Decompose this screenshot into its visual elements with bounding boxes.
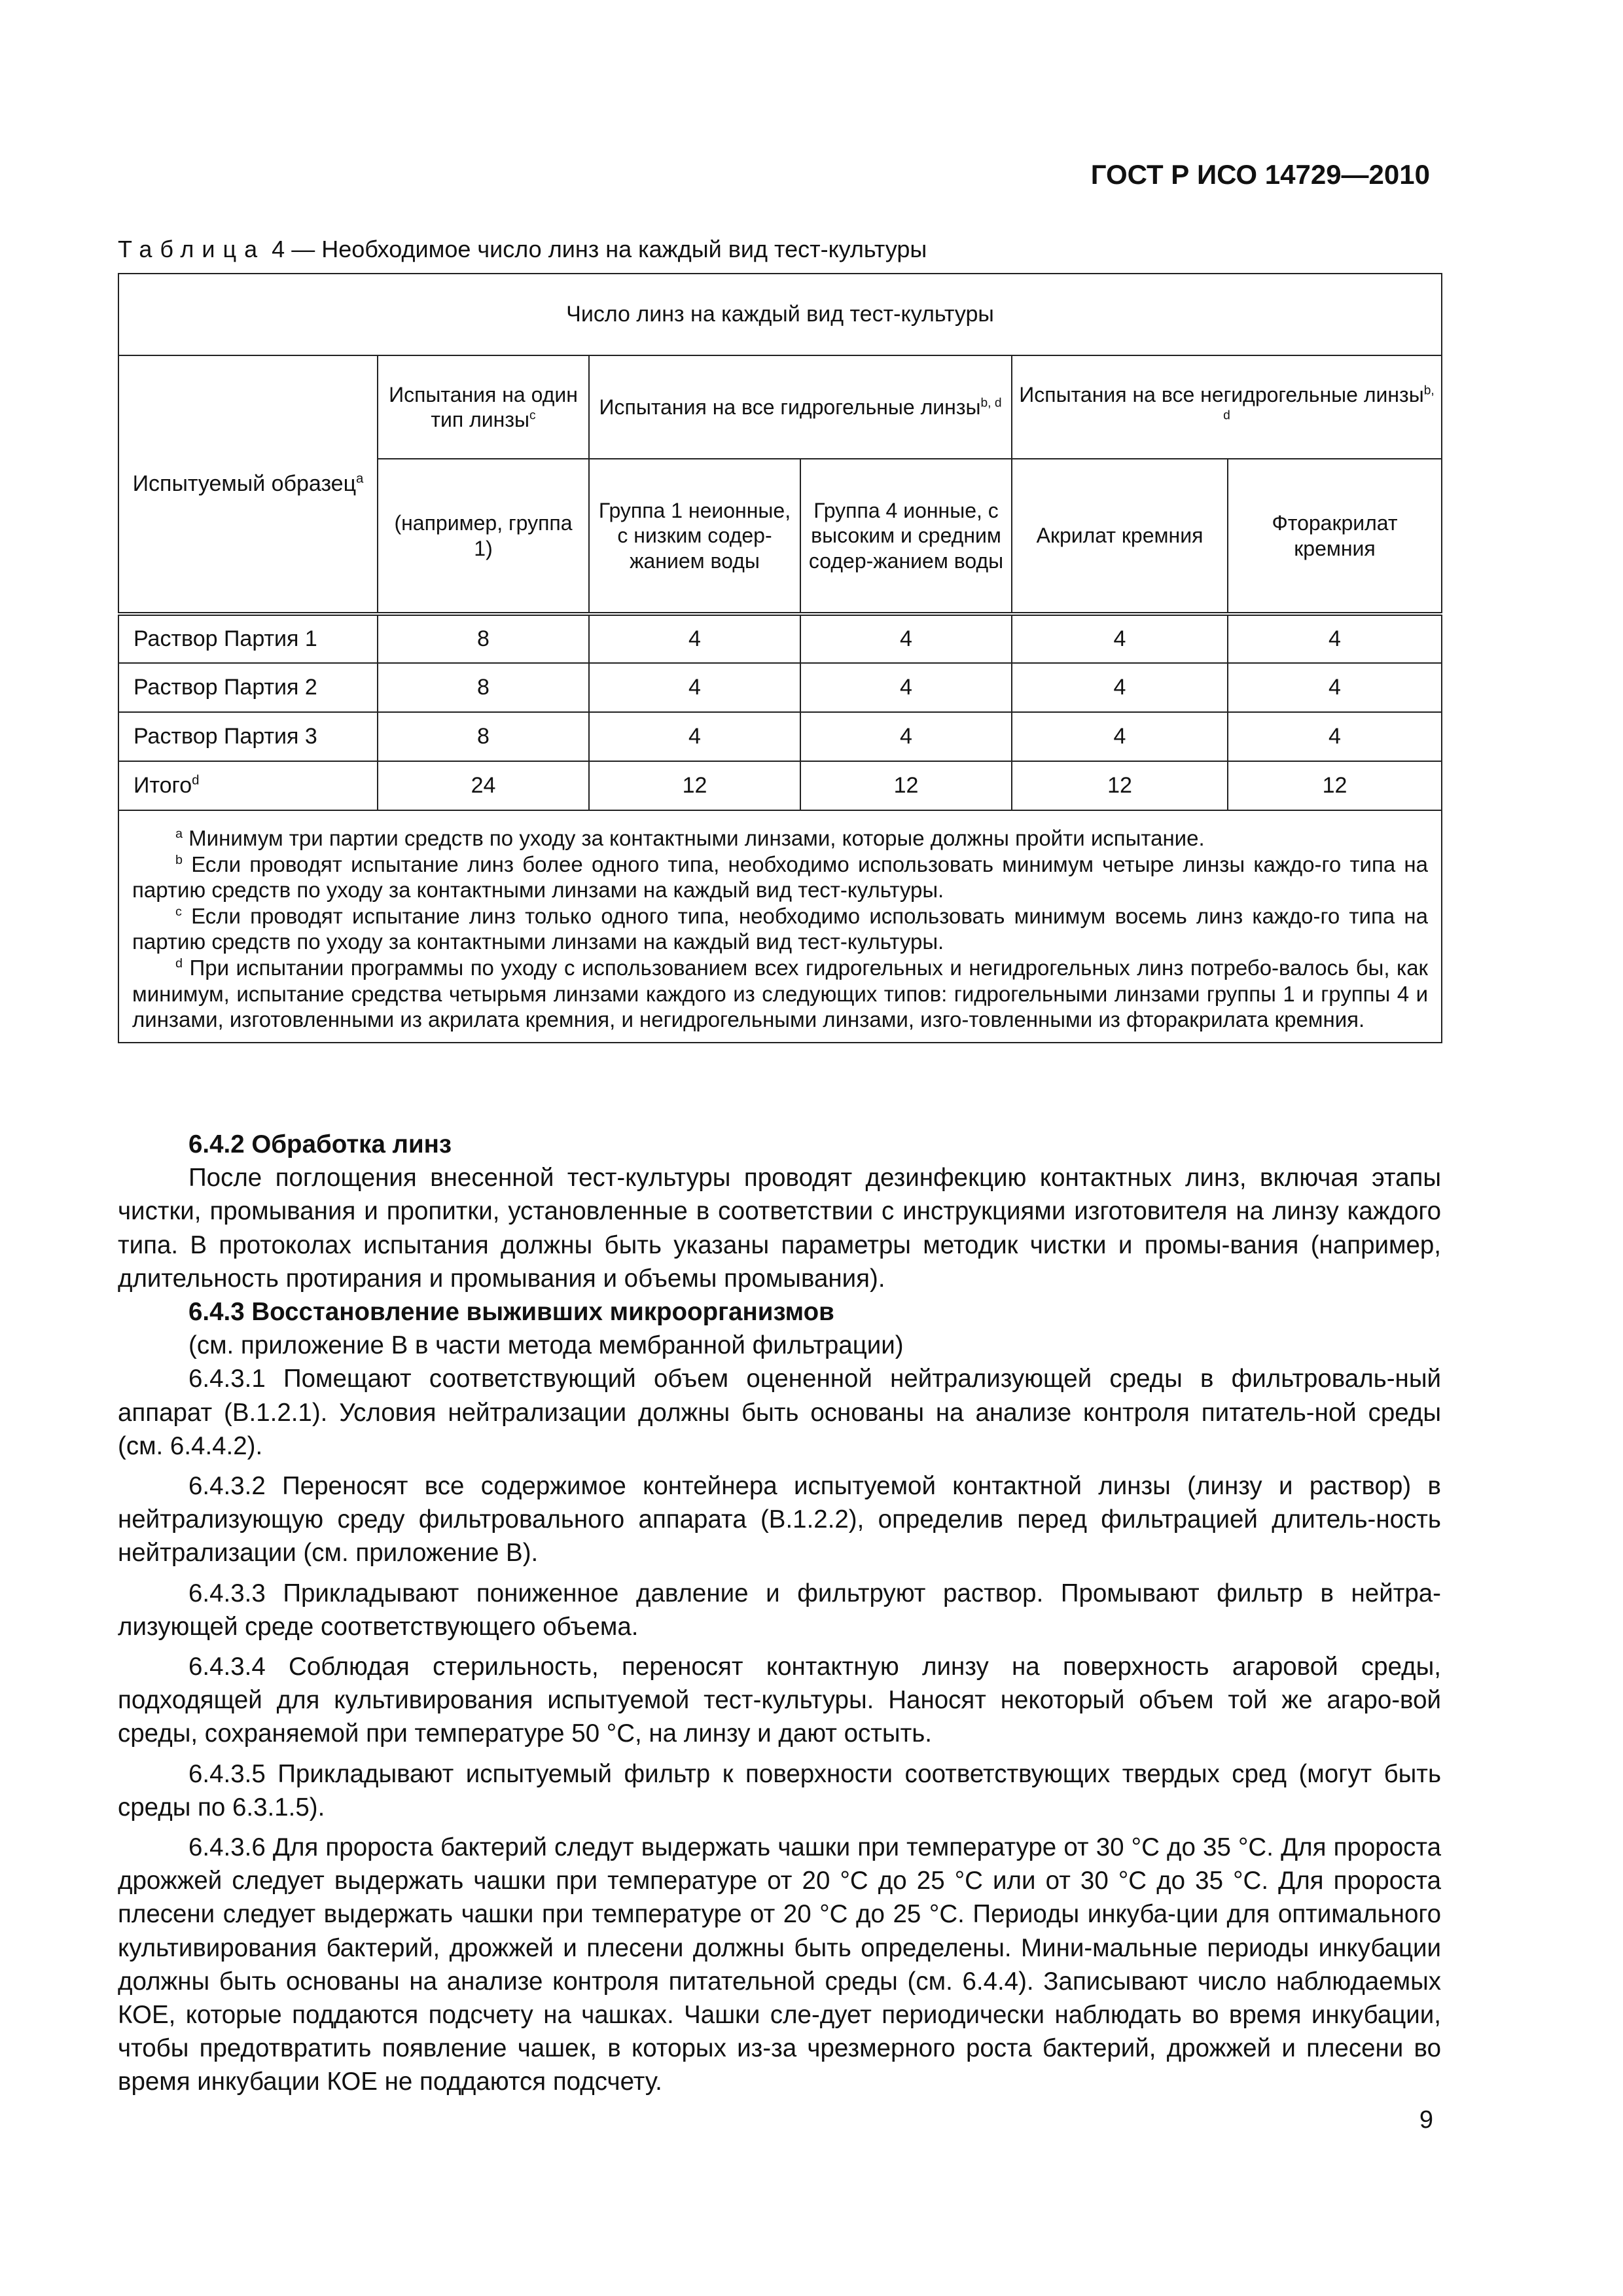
- table-cell: 12: [800, 761, 1012, 810]
- table-cell: 4: [589, 663, 800, 712]
- table-cell: 8: [378, 663, 589, 712]
- table-cell: 4: [1012, 663, 1228, 712]
- table-row: [118, 614, 1442, 663]
- table-footnotes: [118, 810, 1442, 1043]
- group-nonhydrogel-text: Испытания на все негидрогельные линзы: [1019, 382, 1424, 406]
- table-caption-prefix: Таблица: [118, 236, 266, 262]
- table-cell: 4: [800, 614, 1012, 663]
- subheader-group-4: Группа 4 ионные, с высоким и средним содер-жанием воды: [800, 459, 1012, 614]
- table-cell: 12: [1012, 761, 1228, 810]
- table-cell: 4: [800, 712, 1012, 761]
- table-cell: 4: [1228, 712, 1442, 761]
- table-cell: 4: [1228, 614, 1442, 663]
- row-header-text: Испытуемый образец: [132, 471, 357, 497]
- group-nonhydrogel-sup: b, d: [1223, 383, 1435, 423]
- table-cell: 4: [589, 712, 800, 761]
- footnote: [132, 825, 1428, 852]
- footnote-text: При испытании программы по уходу с использованием всех гидрогельных и негидрогельных линз потребо-валось бы, как минимум, испытание средства четырьмя линзами каждого из следующих типов: гидрогельными линзами группы 1 и группы 4 и линзами, изготовленными из акрилата кремния, и негидрогельными линзами, изго-товленными из фторакрилата кремния.: [132, 955, 1428, 1032]
- table-cell: 4: [1012, 712, 1228, 761]
- table-row: [118, 663, 1442, 712]
- table-cell: 24: [378, 761, 589, 810]
- footnote-text: Если проводят испытание линз только одного типа, необходимо использовать минимум восемь линз каждо-го типа на партию средств по уходу за контактными линзами на каждый вид тест-культуры.: [132, 903, 1428, 954]
- table-cell: 8: [378, 712, 589, 761]
- table-caption-title: 4 — Необходимое число линз на каждый вид тест-культуры: [272, 236, 927, 262]
- footnote: [132, 955, 1428, 1033]
- group-nonhydrogel-header: [1012, 355, 1442, 459]
- row-header-cell: [118, 355, 378, 614]
- subheader-group-1: Группа 1 неионные, с низким содер-жанием воды: [589, 459, 800, 614]
- table-cell: 8: [378, 614, 589, 663]
- group-hydrogel-text: Испытания на все гидрогельные линзы: [599, 395, 981, 419]
- footnote: [132, 852, 1428, 903]
- paragraph: (см. приложение В в части метода мембранной фильтрации): [188, 1331, 904, 1360]
- footnote-mark: b: [175, 852, 183, 867]
- subheader-silicone-acrylate: Акрилат кремния: [1012, 459, 1228, 614]
- section-heading-6-4-2: 6.4.2 Обработка линз: [188, 1130, 452, 1158]
- footnote-text: Минимум три партии средств по уходу за контактными линзами, которые должны пройти испытание.: [183, 826, 1205, 850]
- table-cell: 4: [800, 663, 1012, 712]
- table-caption: [118, 236, 927, 263]
- group-hydrogel-sup: b, d: [980, 396, 1002, 410]
- table-cell: 4: [1228, 663, 1442, 712]
- table-total-row: [118, 761, 1442, 810]
- subheader-example-group: (например, группа 1): [378, 459, 589, 614]
- footnote-mark: a: [175, 827, 183, 841]
- table-cell: 4: [1012, 614, 1228, 663]
- lens-count-table: [118, 273, 1442, 1043]
- footnote: [132, 903, 1428, 955]
- group-single-text: Испытания на один тип линзы: [389, 382, 578, 431]
- standard-code: ГОСТ Р ИСО 14729—2010: [1090, 159, 1430, 190]
- section-heading-6-4-3: 6.4.3 Восстановление выживших микроорганизмов: [188, 1298, 834, 1327]
- group-hydrogel-header: [589, 355, 1012, 459]
- body-text: [118, 1128, 1441, 2099]
- paragraph: После поглощения внесенной тест-культуры проводят дезинфекцию контактных линз, включая этапы чистки, промывания и пропитки, установленные в соответствии с инструкциями изготовителя на линзу каждого типа. В протоколах испытания должны быть указаны параметры методик чистки и промы-вания (например, длительность протирания и промывания и объемы промывания).: [118, 1164, 1441, 1293]
- page-number: 9: [1419, 2106, 1433, 2134]
- footnote-text: Если проводят испытание линз более одного типа, необходимо использовать минимум четыре линзы каждо-го типа на партию средств по уходу за контактными линзами на каждый вид тест-культуры.: [132, 852, 1428, 903]
- table-cell: 12: [589, 761, 800, 810]
- table-cell: 4: [589, 614, 800, 663]
- row-header-sup: a: [356, 471, 364, 486]
- paragraph: 6.4.3.1 Помещают соответствующий объем оцененной нейтрализующей среды в фильтроваль-ный аппарат (В.1.2.1). Условия нейтрализации должны быть основаны на анализе контроля питатель-ной среды (см. 6.4.4.2).: [118, 1365, 1441, 1460]
- group-single-header: [378, 355, 589, 459]
- paragraph: 6.4.3.4 Соблюдая стерильность, переносят контактную линзу на поверхность агаровой среды, подходящей для культивирования испытуемой тест-культуры. Наносят некоторый объем той же агаро-вой среды, сохраняемой при температуре 50 °С, на линзу и дают остыть.: [118, 1653, 1441, 1748]
- row-label: Раствор Партия 2: [118, 663, 378, 712]
- total-label: [118, 761, 378, 810]
- paragraph: 6.4.3.2 Переносят все содержимое контейнера испытуемой контактной линзы (линзу и раствор) в нейтрализующую среду фильтровального аппарата (В.1.2.2), определив перед фильтрацией длитель-ность нейтрализации (см. приложение В).: [118, 1472, 1441, 1568]
- table-top-header: Число линз на каждый вид тест-культуры: [118, 274, 1442, 355]
- row-label: Раствор Партия 3: [118, 712, 378, 761]
- paragraph: 6.4.3.6 Для пророста бактерий следут выдержать чашки при температуре от 30 °С до 35 °С. Для пророста дрожжей следует выдержать чашки при температуре от 20 °С до 25 °С или от 30 °С до 35 °С. Для пророста плесени следует выдержать чашки при температуре от 20 °С до 25 °С. Периоды инкуба-ции для оптимального культивирования бактерий, дрожжей и плесени должны быть определены. Мини-мальные периоды инкубации должны быть основаны на анализе контроля питательной среды (см. 6.4.4). Записывают число наблюдаемых КОЕ, которые поддаются подсчету на чашках. Чашки сле-дует периодически наблюдать во время инкубации, чтобы предотвратить появление чашек, в которых из-за чрезмерного роста бактерий, дрожжей и плесени во время инкубации КОЕ не поддаются подсчету.: [118, 1833, 1441, 2096]
- paragraph: 6.4.3.5 Прикладывают испытуемый фильтр к поверхности соответствующих твердых сред (могут быть среды по 6.3.1.5).: [118, 1759, 1441, 1821]
- footnote-mark: d: [175, 956, 183, 971]
- group-single-sup: c: [529, 408, 536, 423]
- subheader-fluoro-silicone-acrylate: Фторакрилат кремния: [1228, 459, 1442, 614]
- total-label-sup: d: [192, 773, 200, 788]
- total-label-text: Итого: [134, 773, 192, 798]
- table-row: [118, 712, 1442, 761]
- footnote-mark: c: [175, 904, 182, 919]
- row-label: Раствор Партия 1: [118, 614, 378, 663]
- paragraph: 6.4.3.3 Прикладывают пониженное давление и фильтруют раствор. Промывают фильтр в нейтра-лизующей среде соответствующего объема.: [118, 1579, 1441, 1641]
- table-cell: 12: [1228, 761, 1442, 810]
